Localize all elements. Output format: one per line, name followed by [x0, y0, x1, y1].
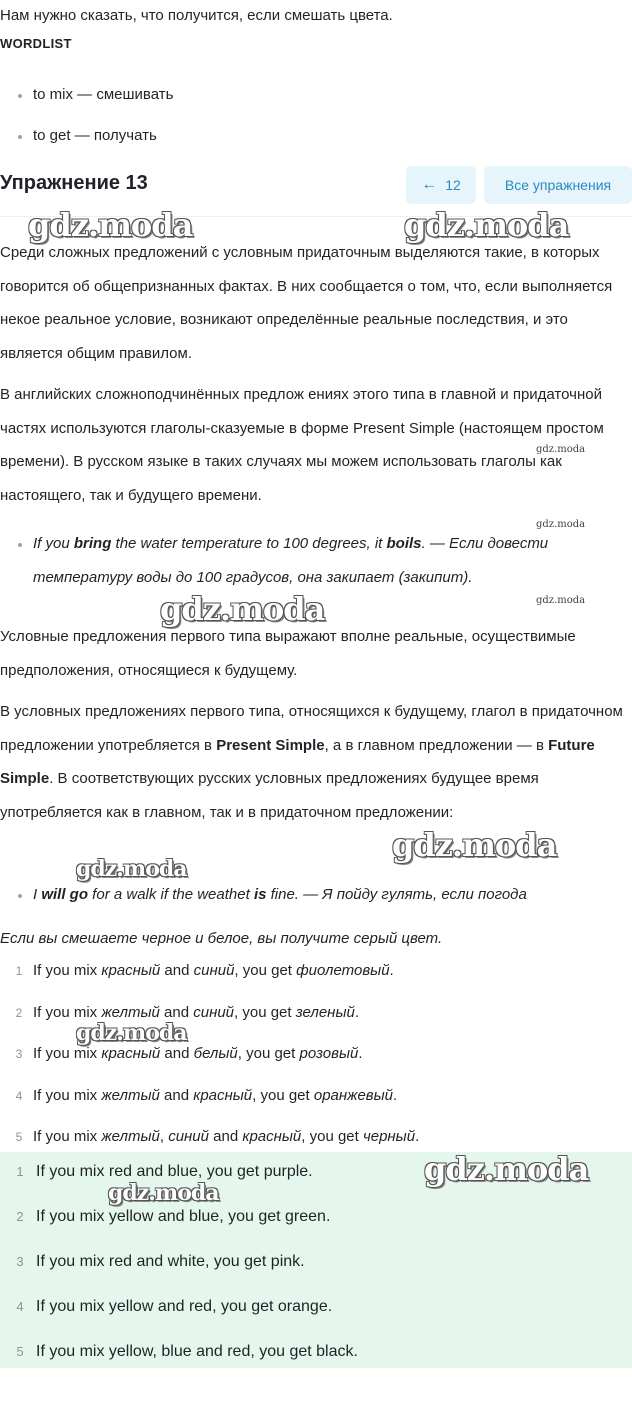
watermark: gdz.moda — [76, 1020, 187, 1046]
wordlist — [0, 80, 173, 162]
answer-item: 5 If you mix yellow, blue and red, you get black. — [16, 1343, 358, 1360]
answer-item: 4 If you mix yellow and red, you get orange. — [16, 1298, 333, 1315]
exercise-item: 2 If you mix желтый and синий, you get зеленый. — [15, 1003, 359, 1021]
watermark: gdz.moda — [536, 595, 586, 606]
wordlist-item: to mix — смешивать — [0, 80, 173, 121]
exercise-title: Упражнение 13 — [0, 172, 148, 194]
example-list — [0, 878, 632, 912]
watermark: gdz.moda — [28, 206, 193, 244]
answer-item: 2 If you mix yellow and blue, you get green. — [16, 1208, 331, 1225]
watermark: gdz.moda — [536, 444, 586, 455]
wordlist-item: to get — получать — [0, 121, 173, 162]
theory-paragraph: Среди сложных предложений с условным придаточным выделяются такие, в которых говорится об общепризнанных фактах. В них сообщается о том, что, если выполняется некое реальное условие, возникают определённые реальные последствия, и это является общим правилом. — [0, 244, 613, 362]
all-exercises-button[interactable]: Все упражнения — [484, 166, 632, 204]
watermark: gdz.moda — [76, 856, 187, 882]
theory-paragraph: В английских сложноподчинённых предлож ениях этого типа в главной и придаточной частях используются глаголы-сказуемые в форме Present Simple (настоящем простом времени). В русском языке в таких случаях мы можем использовать глаголы как настоящего, так и будущего времени. — [0, 386, 604, 504]
exercise-item: 4 If you mix желтый and красный, you get оранжевый. — [15, 1086, 398, 1104]
watermark: gdz.moda — [536, 519, 586, 530]
theory-paragraph: В условных предложениях первого типа, относящихся к будущему, глагол в придаточном предложении употребляется в Present Simple, а в главном предложении — в Future Simple. В соответствующих русских условных предложениях будущее время употребляется как в главном, так и в придаточном предложении: — [0, 703, 623, 821]
watermark: gdz.moda — [424, 1150, 589, 1188]
exercise-item: 1 If you mix красный and синий, you get фиолетовый. — [15, 962, 394, 979]
example-list — [0, 527, 632, 594]
example-item: If you bring the water temperature to 100 degrees, it boils. — Если довести температуру воды до 100 градусов, она закипает (закипит). — [0, 527, 632, 594]
watermark: gdz.moda — [404, 206, 569, 244]
example-item: I will go for a walk if the weathet is fine. — Я пойду гулять, если погода — [0, 878, 632, 912]
exercise-item: 3 If you mix красный and белый, you get розовый. — [15, 1045, 363, 1063]
exercise-list — [0, 960, 632, 1168]
exercise-item: 5 If you mix желтый, синий and красный, you get черный. — [15, 1128, 420, 1146]
watermark: gdz.moda — [160, 590, 325, 628]
wordlist-title: WORDLIST — [0, 36, 72, 51]
previous-exercise-number: 12 — [445, 177, 461, 193]
answer-item: 1 If you mix red and blue, you get purple. — [16, 1163, 313, 1180]
previous-exercise-button[interactable] — [406, 166, 476, 204]
task-statement: Если вы смешаете черное и белое, вы получите серый цвет. — [0, 930, 443, 947]
answer-item: 3 If you mix red and white, you get pink. — [16, 1253, 305, 1270]
theory-paragraph: Условные предложения первого типа выражают вполне реальные, осуществимые предположения, относящиеся к будущему. — [0, 628, 576, 679]
watermark: gdz.moda — [392, 826, 557, 864]
intro-text: Нам нужно сказать, что получится, если смешать цвета. — [0, 7, 393, 24]
watermark: gdz.moda — [108, 1180, 219, 1206]
answer-list — [0, 1160, 632, 1385]
arrow-left-icon: ← — [421, 176, 438, 193]
